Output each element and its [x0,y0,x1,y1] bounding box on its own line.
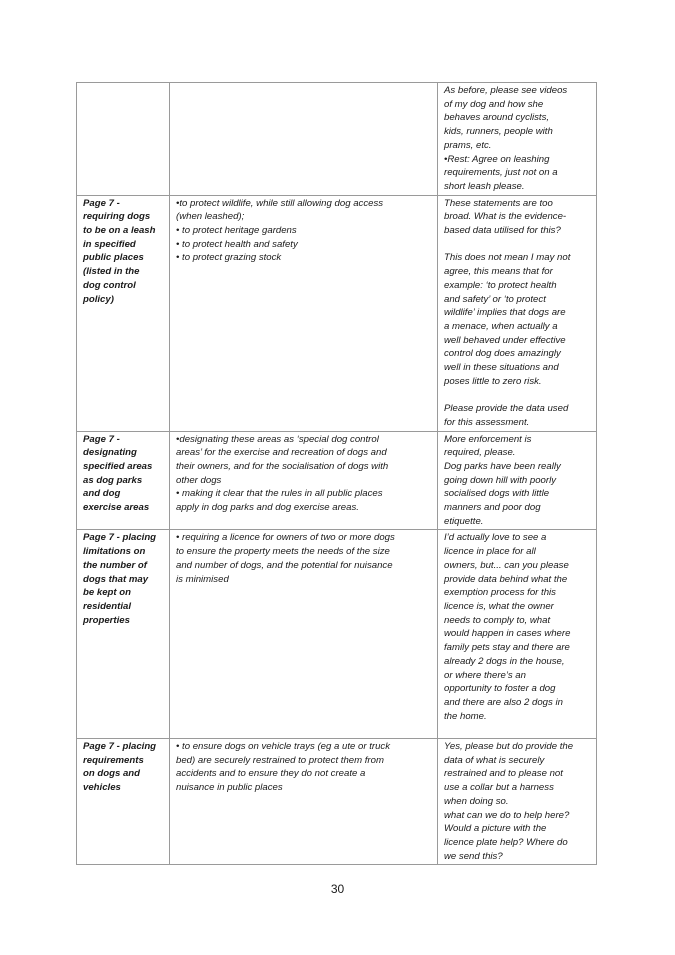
text-line: the number of [83,559,147,571]
comments-table [76,82,597,865]
text-line: • making it clear that the rules in all public places [176,488,383,500]
text-line: requirements [83,754,144,766]
text-line: to ensure the property meets the needs of the size [176,546,390,558]
text-line: limitations on [83,546,146,558]
comment-cell [438,431,597,530]
purpose-cell [170,530,438,739]
text-line: needs to comply to, what [444,614,551,626]
table-row [77,530,597,739]
text-line: This does not mean I may not [444,252,571,264]
text-line: control dog does amazingly [444,348,561,360]
text-line: exercise areas [83,502,150,514]
text-line: example: ‘to protect health [444,279,557,291]
topic-cell [77,195,170,431]
text-line: wildlife’ implies that dogs are [444,307,566,319]
text-line: to be on a leash [83,225,156,237]
text-line: • to protect heritage gardens [176,225,297,237]
text-line: bed) are securely restrained to protect them from [176,754,384,766]
text-line: and there are also 2 dogs in [444,696,563,708]
table-row [77,739,597,865]
topic-cell [77,530,170,739]
text-line: and dog [83,488,121,500]
topic-cell [77,83,170,196]
text-line: and safety’ or ‘to protect [444,293,546,305]
text-line: based data utilised for this? [444,225,561,237]
text-line [444,723,591,737]
text-line: going down hill with poorly [444,474,556,486]
text-line: licence in place for all [444,546,536,558]
text-line: in specified [83,238,136,250]
text-line: (listed in the [83,266,140,278]
text-line: areas’ for the exercise and recreation of dogs and [176,447,387,459]
text-line: Would a picture with the [444,823,547,835]
text-line: accidents and to ensure they do not create a [176,768,366,780]
text-line: provide data behind what the [444,573,568,585]
text-line: (when leashed); [176,211,245,223]
text-line: is minimised [176,573,229,585]
text-line: Yes, please but do provide the [444,741,574,752]
text-line: More enforcement is [444,433,532,445]
text-line: specified areas [83,460,153,472]
text-line: •designating these areas as ‘special dog control [176,433,379,445]
text-line [444,388,591,402]
text-line: properties [83,614,130,626]
text-line [83,84,164,98]
topic-cell [77,431,170,530]
text-line: apply in dog parks and dog exercise areas. [176,502,359,514]
text-line: • to protect grazing stock [176,252,282,264]
text-line: • to ensure dogs on vehicle trays (eg a ute or truck [176,741,390,752]
text-line: for this assessment. [444,416,530,428]
text-line: • to protect health and safety [176,238,298,250]
page-number: 30 [330,882,345,896]
text-line: a menace, when actually a [444,320,558,332]
text-line: owners, but... can you please [444,559,569,571]
text-line: required, please. [444,447,516,459]
text-line: I’d actually love to see a [444,532,547,544]
text-line [444,238,591,252]
text-line: as dog parks [83,474,143,486]
text-line: requiring dogs [83,211,151,223]
text-line: already 2 dogs in the house, [444,655,565,667]
text-line: and number of dogs, and the potential for nuisance [176,559,393,571]
text-line: agree, this means that for [444,266,553,278]
text-line: poses little to zero risk. [444,375,542,387]
text-line: use a collar but a harness [444,782,554,794]
text-line: Page 7 - placing [83,532,157,544]
text-line: well in these situations and [444,362,559,374]
text-line: manners and poor dog [444,502,541,514]
text-line: dogs that may [83,573,149,585]
text-line: nuisance in public places [176,782,283,794]
text-line: restrained and to please not [444,768,563,780]
text-line: exemption process for this [444,587,556,599]
comments-table-body [77,83,597,865]
text-line: socialised dogs with little [444,488,550,500]
text-line: family pets stay and there are [444,642,570,654]
text-line: their owners, and for the socialisation of dogs with [176,460,389,472]
text-line: dog control [83,279,136,291]
topic-cell [77,739,170,865]
comment-cell [438,83,597,196]
text-line: what can we do to help here? [444,809,570,821]
text-line: the home. [444,710,487,722]
text-line: on dogs and [83,768,141,780]
text-line: when doing so. [444,795,509,807]
text-line: designating [83,447,137,459]
text-line: licence is, what the owner [444,600,554,612]
text-line: behaves around cyclists, [444,112,550,124]
text-line: These statements are too [444,197,553,209]
table-row [77,431,597,530]
text-line: be kept on [83,587,131,599]
text-line: we send this? [444,850,503,862]
text-line: Page 7 - placing [83,741,157,752]
text-line: of my dog and how she [444,98,544,110]
text-line [176,84,432,98]
text-line: kids, runners, people with [444,126,553,138]
text-line: well behaved under effective [444,334,566,346]
text-line: vehicles [83,782,121,794]
comment-cell [438,739,597,865]
text-line: public places [83,252,144,264]
text-line: Page 7 - [83,433,120,445]
comment-cell [438,530,597,739]
text-line: residential [83,600,131,612]
purpose-cell [170,739,438,865]
table-row [77,195,597,431]
text-line: • requiring a licence for owners of two or more dogs [176,532,395,544]
text-line: requirements, just not on a [444,167,558,179]
text-line: short leash please. [444,180,525,192]
text-line: opportunity to foster a dog [444,683,556,695]
text-line: •to protect wildlife, while still allowing dog access [176,197,384,209]
table-row [77,83,597,196]
text-line: prams, etc. [444,139,492,151]
text-line: Page 7 - [83,197,120,209]
text-line: would happen in cases where [444,628,571,640]
text-line: or where there’s an [444,669,526,681]
comment-cell [438,195,597,431]
text-line: other dogs [176,474,222,486]
text-line: licence plate help? Where do [444,836,568,848]
text-line: data of what is securely [444,754,545,766]
text-line: •Rest: Agree on leashing [444,153,550,165]
text-line: As before, please see videos [444,85,568,96]
text-line: etiquette. [444,515,484,527]
purpose-cell [170,83,438,196]
text-line: policy) [83,293,114,305]
purpose-cell [170,431,438,530]
text-line: Please provide the data used [444,403,569,415]
text-line: Dog parks have been really [444,460,561,472]
text-line: broad. What is the evidence- [444,211,567,223]
purpose-cell [170,195,438,431]
